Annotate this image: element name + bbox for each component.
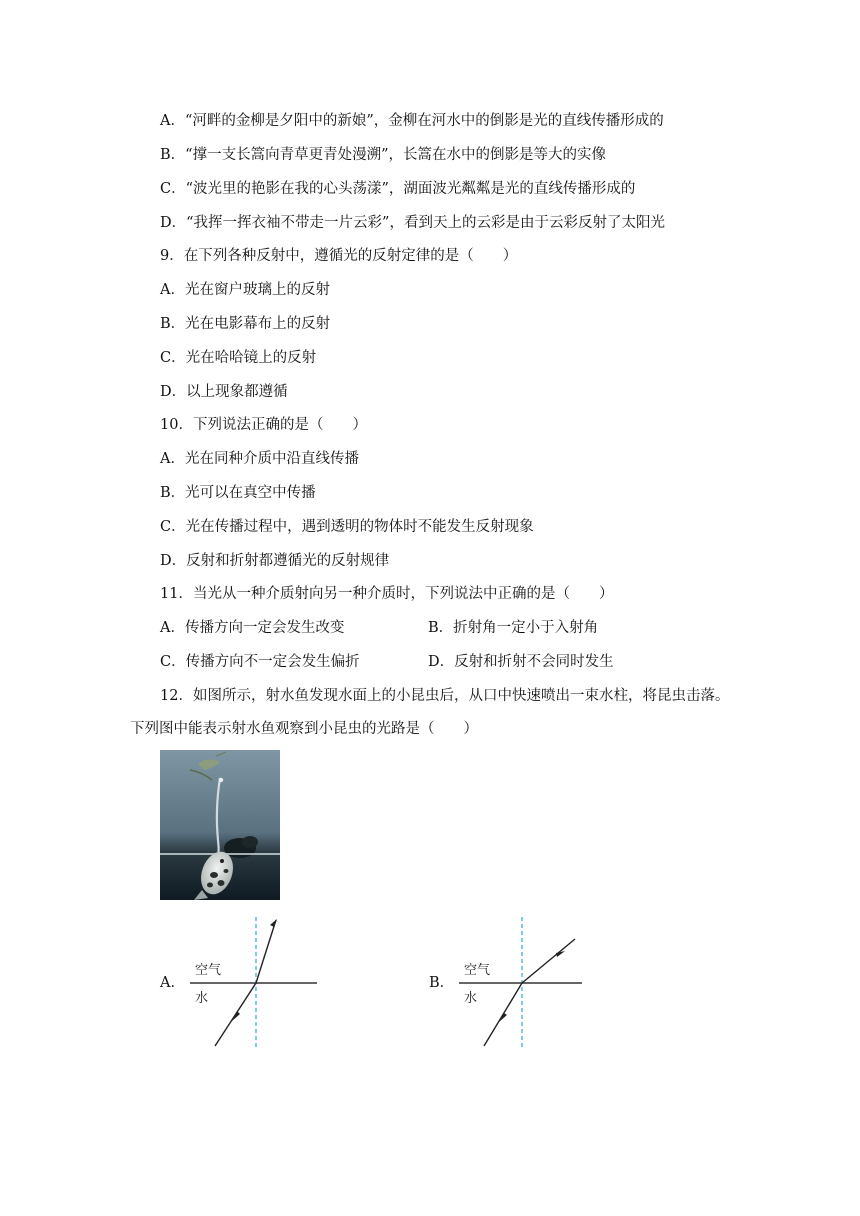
q9-option-c: C．光在哈哈镜上的反射 [160, 350, 317, 366]
q12-stem-line1: 12．如图所示，射水鱼发现水面上的小昆虫后，从口中快速喷出一束水柱，将昆虫击落。 [160, 688, 730, 704]
incident-ray [484, 983, 522, 1046]
water-label: 水 [195, 991, 209, 1006]
q9-option-b: B．光在电影幕布上的反射 [160, 316, 331, 332]
q9-stem: 9．在下列各种反射中，遵循光的反射定律的是（ ） [160, 248, 518, 264]
q11-stem: 11．当光从一种介质射向另一种介质时，下列说法中正确的是（ ） [160, 586, 614, 602]
q9-option-d: D．以上现象都遵循 [160, 384, 288, 400]
q8-option-a: A．“河畔的金柳是夕阳中的新娘”，金柳在河水中的倒影是光的直线传播形成的 [160, 113, 664, 129]
refracted-ray [522, 939, 575, 983]
q8-option-c: C．“波光里的艳影在我的心头荡漾”，湖面波光粼粼是光的直线传播形成的 [160, 181, 636, 197]
q10-option-d: D．反射和折射都遵循光的反射规律 [160, 553, 390, 569]
q10-option-a: A．光在同种介质中沿直线传播 [160, 451, 359, 467]
q8-option-d: D．“我挥一挥衣袖不带走一片云彩”，看到天上的云彩是由于云彩反射了太阳光 [160, 215, 665, 231]
q11-option-c: C．传播方向不一定会发生偏折 [160, 654, 360, 670]
q11-option-a: A．传播方向一定会发生改变 [160, 620, 345, 636]
air-label: 空气 [464, 963, 491, 978]
q11-option-d: D．反射和折射不会同时发生 [428, 654, 614, 670]
q10-option-c: C．光在传播过程中，遇到透明的物体时不能发生反射现象 [160, 519, 534, 535]
diagram-a-label: A． [160, 975, 185, 991]
q8-option-b: B．“撑一支长篙向青草更青处漫溯”，长篙在水中的倒影是等大的实像 [160, 147, 606, 163]
refracted-arrow-icon [270, 919, 277, 927]
diagram-a [185, 915, 325, 1050]
diagram-b [454, 915, 594, 1050]
q10-option-b: B．光可以在真空中传播 [160, 485, 316, 501]
q10-stem: 10．下列说法正确的是（ ） [160, 417, 367, 433]
refracted-ray [256, 920, 276, 983]
air-label: 空气 [195, 963, 222, 978]
water-label: 水 [464, 991, 478, 1006]
diagram-b-label: B． [429, 975, 455, 991]
q11-option-b: B．折射角一定小于入射角 [428, 620, 599, 636]
archerfish-photo [160, 750, 280, 900]
q12-stem-line2: 下列图中能表示射水鱼观察到小昆虫的光路是（ ） [130, 721, 478, 737]
q9-option-a: A．光在窗户玻璃上的反射 [160, 282, 330, 298]
